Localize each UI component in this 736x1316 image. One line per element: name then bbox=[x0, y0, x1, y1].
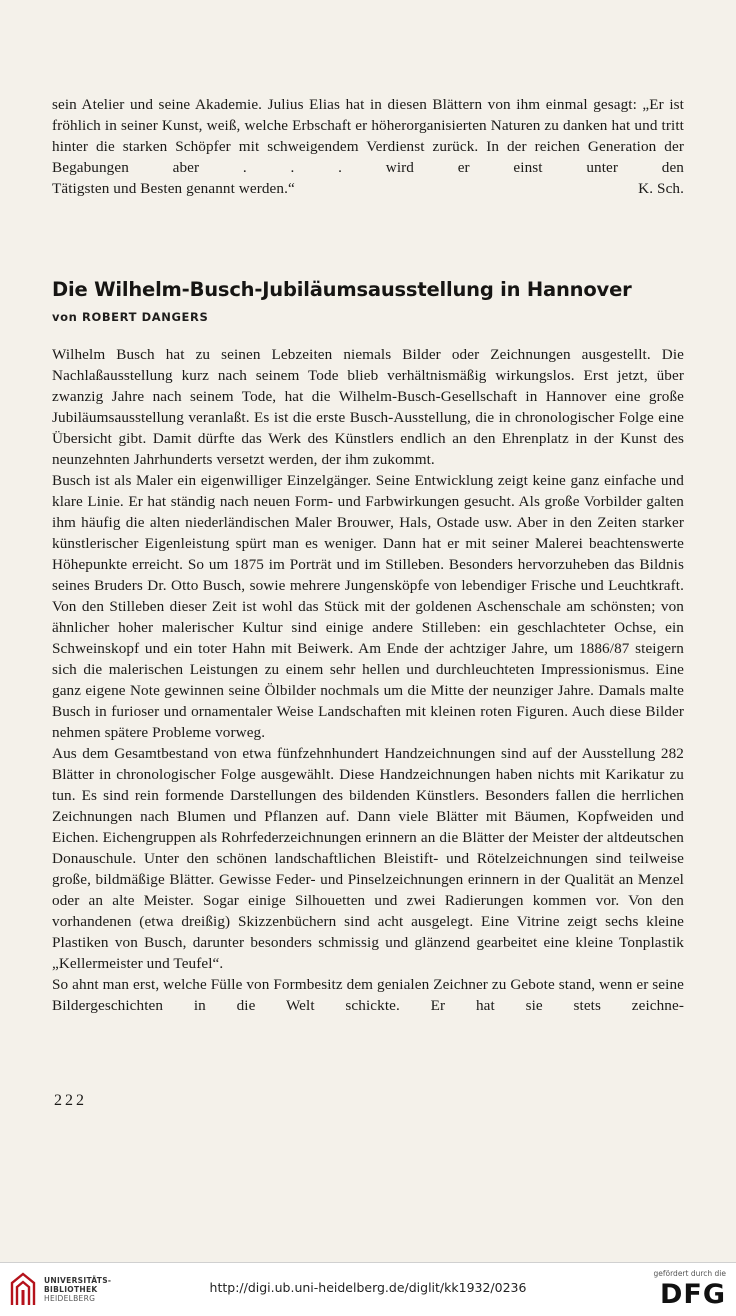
source-url-link[interactable]: http://digi.ub.uni-heidelberg.de/diglit/kk1932/0236 bbox=[209, 1280, 527, 1295]
paragraph-4: So ahnt man erst, welche Fülle von Formbesitz dem genialen Zeichner zu Gebote stand, wenn er seine Bildergeschichten in die Welt schickte. Er hat sie stets zeichne- bbox=[52, 976, 684, 1014]
paragraph-3: Aus dem Gesamtbestand von etwa fünfzehnhundert Handzeichnungen sind auf der Ausstellung 282 Blätter in chronologischer Folge ausgewählt. Diese Handzeichnungen haben nichts mit Karikatur zu tun. Es sind rein formende Darstellungen des bildenden Künstlers. Besonders fallen die herrlichen Zeichnungen nach Blumen und Pflanzen auf. Dann viele Blätter mit Bäumen, Kopfweiden und Eichen. Eichengruppen als Rohrfederzeichnungen erinnern an die Blätter der Meister der altdeutschen Donauschule. Unter den schönen landschaftlichen Bleistift- und Rötelzeichnungen sind teilweise große, bildmäßige Blätter. Gewisse Feder- und Pinselzeichnungen erinnern in der Qualität an Menzel oder an alte Meister. Sogar einige Silhouetten und zwei Radierungen kommen vor. Von den vorhandenen (etwa dreißig) Skizzenbüchern sind acht ausgelegt. Eine Vitrine zeigt sechs kleine Plastiken von Busch, darunter besonders schmissig und glänzend gearbeitet eine kleine Tonplastik „Kellermeister und Teufel“. bbox=[52, 745, 684, 972]
library-line-3: HEIDELBERG bbox=[44, 1294, 96, 1303]
library-line-1: UNIVERSITÄTS- bbox=[44, 1276, 112, 1285]
dfg-logo: DFG bbox=[659, 1279, 726, 1310]
paragraph-1: Wilhelm Busch hat zu seinen Lebzeiten niemals Bilder oder Zeichnungen ausgestellt. Die Nachlaßausstellung kurz nach seinem Tode blieb verhältnismäßig wirkungslos. Erst jetzt, über zwanzig Jahre nach seinem Tode, hat die Wilhelm-Busch-Gesellschaft in Hannover eine große Jubiläumsausstellung veranlaßt. Es ist die erste Busch-Ausstellung, die in chronologischer Folge eine Übersicht gibt. Damit dürfte das Werk des Künstlers endlich an den Ehrenplatz in der Kunst des neunzehnten Jahrhunderts versetzt werden, der ihm zukommt. bbox=[52, 346, 684, 468]
intro-text: sein Atelier und seine Akademie. Julius Elias hat in diesen Blättern von ihm einmal gesagt: „Er ist fröhlich in seiner Kunst, weiß, welche Erbschaft er höherorganisierten Naturen zu danken hat und tritt hinter die starken Schöpfer mit schweigendem Verdienst zurück. In der reichen Generation der Begabungen aber . . . wird er einst unter den bbox=[52, 96, 684, 176]
intro-block bbox=[52, 94, 684, 199]
article-body bbox=[52, 344, 684, 1016]
intro-last-line bbox=[52, 178, 684, 199]
article-title: Die Wilhelm-Busch-Jubiläumsausstellung in Hannover bbox=[52, 278, 632, 301]
footer-bar bbox=[0, 1262, 736, 1316]
signature: K. Sch. bbox=[638, 180, 684, 197]
article-byline: von ROBERT DANGERS bbox=[52, 310, 209, 324]
paragraph-2: Busch ist als Maler ein eigenwilliger Einzelgänger. Seine Entwicklung zeigt keine ganz einfache und klare Linie. Er hat ständig nach neuen Form- und Farbwirkungen gesucht. Als große Vorbilder galten ihm häufig die alten niederländischen Maler Brouwer, Hals, Ostade usw. Aber in den Zeiten starker künstlerischer Eigenleistung spürt man es weniger. Dann hat er mit seiner Malerei beachtenswerte Höhepunkte erreicht. So um 1875 im Porträt und im Stilleben. Besonders hervorzuheben das Bildnis seines Bruders Dr. Otto Busch, sowie mehrere Jungensköpfe von lebendiger Frische und Leuchtkraft. Von den Stilleben dieser Zeit ist wohl das Stück mit der goldenen Aschenschale am schönsten; von ähnlicher hoher malerischer Kultur sind einige andere Stilleben: ein geschlachteter Ochse, ein Schweinskopf und ein toter Hahn mit Beiwerk. Am Ende der achtziger Jahre, um 1886/87 steigern sich die malerischen Leistungen zu einem sehr hellen und durchleuchteten Impressionismus. Eine ganz eigene Note gewinnen seine Ölbilder nochmals um die Mitte der neunziger Jahre. Damals malte Busch in furioser und ornamentaler Weise Landschaften mit kleinen roten Figuren. Auch diese Bilder nehmen spätere Probleme vorweg. bbox=[52, 472, 684, 741]
library-line-2: BIBLIOTHEK bbox=[44, 1285, 98, 1294]
intro-closing-text: Tätigsten und Besten genannt werden.“ bbox=[52, 180, 295, 197]
page-number: 222 bbox=[54, 1092, 87, 1109]
funded-by-text: gefördert durch die bbox=[653, 1269, 726, 1278]
